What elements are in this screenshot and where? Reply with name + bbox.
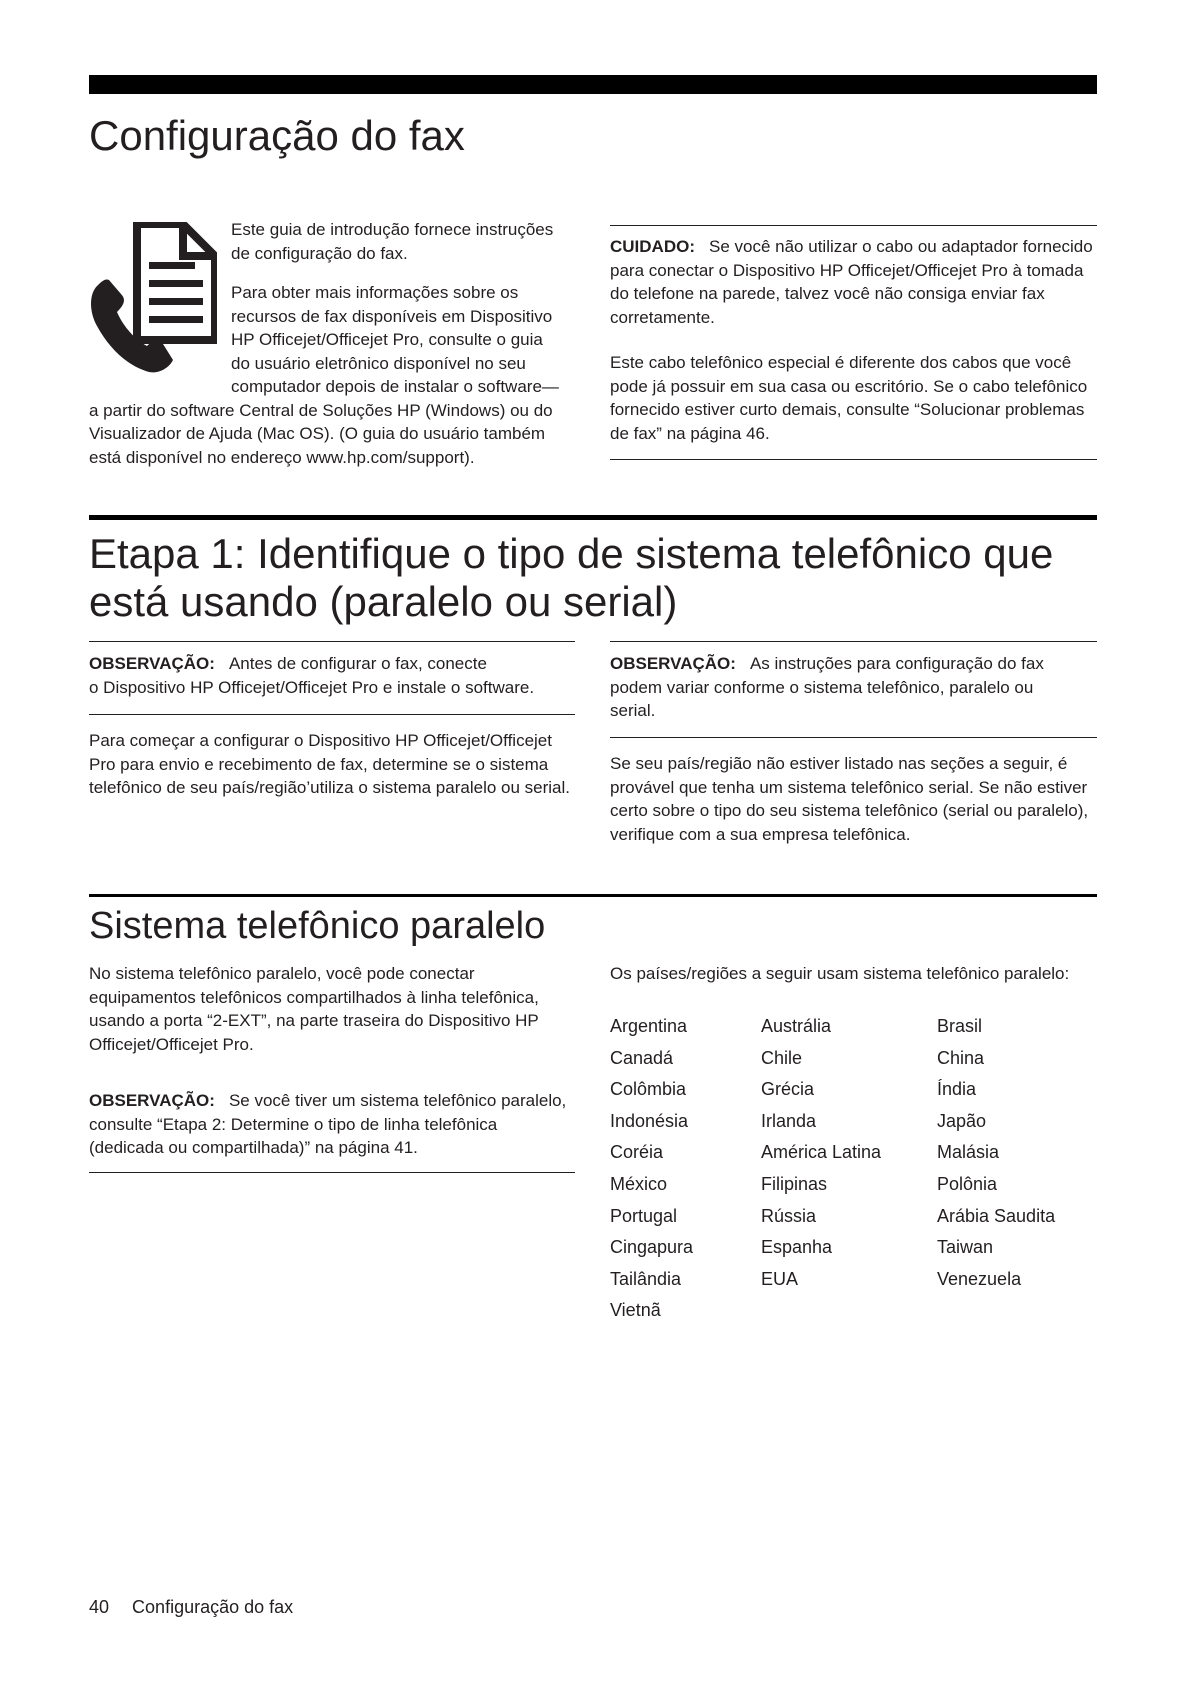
step1-note-left-label: OBSERVAÇÃO:: [89, 654, 215, 673]
intro-line: Visualizador de Ajuda (Mac OS). (O guia do usuário também: [89, 424, 546, 443]
intro-line: está disponível no endereço www.hp.com/support).: [89, 447, 475, 467]
countries-intro: Os países/regiões a seguir usam sistema telefônico paralelo:: [610, 964, 1070, 983]
intro-paragraph-2: [89, 281, 589, 469]
step1-note-right-label: OBSERVAÇÃO:: [610, 654, 736, 673]
list-item: Vietnã: [610, 1300, 661, 1321]
step1-note-left: [89, 652, 575, 699]
step1-title-line-1: Etapa 1: Identifique o tipo de sistema telefônico que: [89, 530, 1054, 577]
caution-paragraph-2: Este cabo telefônico especial é diferente dos cabos que você pode já possuir em sua casa ou escritório. Se o cabo telefônico fornecido estiver curto demais, consulte “Solucionar problemas de fax” na página 46.: [610, 353, 1088, 443]
step1-title-line-2: está usando (paralelo ou serial): [89, 578, 678, 625]
list-item: Brasil: [937, 1016, 983, 1036]
list-item: Malásia: [937, 1142, 1000, 1163]
list-item: Chile: [761, 1047, 803, 1068]
intro-line: recursos de fax disponíveis em Dispositivo: [231, 306, 553, 326]
step1-note-right: [610, 652, 1080, 723]
list-item: Venezuela: [937, 1268, 1022, 1289]
footer-section-title: Configuração do fax: [132, 1597, 294, 1617]
parallel-title: Sistema telefônico paralelo: [89, 905, 546, 947]
intro-paragraph-1: Este guia de introdução fornece instruções de configuração do fax.: [231, 220, 554, 263]
list-item: Tailândia: [610, 1268, 682, 1289]
list-item: China: [937, 1047, 985, 1068]
caution-top-rule: [610, 225, 1097, 226]
intro-line: do usuário eletrônico disponível no seu: [231, 353, 526, 373]
list-item: EUA: [761, 1268, 799, 1289]
step1-left-paragraph: Para começar a configurar o Dispositivo HP Officejet/Officejet Pro para envio e recebimento de fax, determine se o sistema telefônico de seu país/região’utiliza o sistema paralelo ou serial.: [89, 731, 570, 797]
parallel-note-bottom-rule: [89, 1172, 575, 1173]
page-title: Configuração do fax: [89, 112, 465, 159]
parallel-left-paragraph: No sistema telefônico paralelo, você pode conectar equipamentos telefônicos compartilhados à linha telefônica, usando a porta “2-EXT”, na parte traseira do Dispositivo HP Officejet/Officejet Pro.: [89, 964, 539, 1054]
parallel-note-text: Se você tiver um sistema telefônico paralelo, consulte “Etapa 2: Determine o tipo de linha telefônica (dedicada ou compartilhada)” na página 41.: [89, 1091, 567, 1157]
list-item: Coréia: [610, 1142, 664, 1163]
list-item: Portugal: [610, 1205, 678, 1226]
list-item: Polônia: [937, 1174, 998, 1194]
parallel-note: [89, 1089, 575, 1160]
top-rule: [89, 75, 1097, 94]
step1-note-right-bottom-rule: [610, 737, 1097, 738]
page-footer: [89, 1596, 293, 1620]
list-item: Argentina: [610, 1016, 688, 1036]
list-item: Japão: [937, 1110, 987, 1131]
list-item: Espanha: [761, 1237, 833, 1258]
parallel-note-label: OBSERVAÇÃO:: [89, 1091, 215, 1110]
caution-text: Se você não utilizar o cabo ou adaptador fornecido para conectar o Dispositivo HP Officejet/Officejet Pro à tomada do telefone na parede, talvez você não consiga enviar fax corretamente.: [610, 237, 1093, 327]
page-number: 40: [89, 1597, 110, 1617]
countries-list: [610, 1014, 1097, 1334]
list-item: Taiwan: [937, 1237, 994, 1258]
intro-line: Para obter mais informações sobre os: [231, 283, 519, 302]
step1-note-right-top-rule: [610, 641, 1097, 642]
list-item: Indonésia: [610, 1110, 689, 1131]
step1-title: [89, 530, 1053, 626]
list-item: Grécia: [761, 1079, 815, 1100]
parallel-rule: [89, 894, 1097, 897]
step1-rule: [89, 515, 1097, 520]
intro-line: a partir do software Central de Soluções HP (Windows) ou do: [89, 400, 553, 420]
list-item: México: [610, 1174, 668, 1194]
step1-note-right-text: As instruções para configuração do fax podem variar conforme o sistema telefônico, paralelo ou serial.: [610, 654, 1044, 720]
step1-note-left-line-1: Antes de configurar o fax, conecte: [228, 654, 487, 673]
intro-line: computador depois de instalar o software—: [231, 377, 559, 396]
list-item: Índia: [937, 1079, 977, 1100]
step1-note-left-top-rule: [89, 641, 575, 642]
step1-note-left-line-2: o Dispositivo HP Officejet/Officejet Pro e instale o software.: [89, 677, 535, 697]
caution-label: CUIDADO:: [610, 237, 695, 256]
list-item: Arábia Saudita: [937, 1205, 1056, 1226]
caution-bottom-rule: [610, 459, 1097, 460]
list-item: Colômbia: [610, 1079, 687, 1100]
intro-line: HP Officejet/Officejet Pro, consulte o guia: [231, 330, 543, 349]
list-item: Canadá: [610, 1047, 674, 1068]
list-item: Cingapura: [610, 1237, 694, 1258]
list-item: Austrália: [761, 1016, 832, 1036]
step1-note-left-bottom-rule: [89, 714, 575, 715]
list-item: Rússia: [761, 1205, 817, 1226]
list-item: América Latina: [761, 1142, 882, 1163]
list-item: Irlanda: [761, 1110, 817, 1131]
list-item: Filipinas: [761, 1174, 828, 1194]
step1-right-paragraph: Se seu país/região não estiver listado nas seções a seguir, é provável que tenha um sistema telefônico serial. Se não estiver certo sobre o tipo do seu sistema telefônico (serial ou paralelo), verifique com a sua empresa telefônica.: [610, 754, 1089, 844]
caution-note: [610, 235, 1097, 329]
